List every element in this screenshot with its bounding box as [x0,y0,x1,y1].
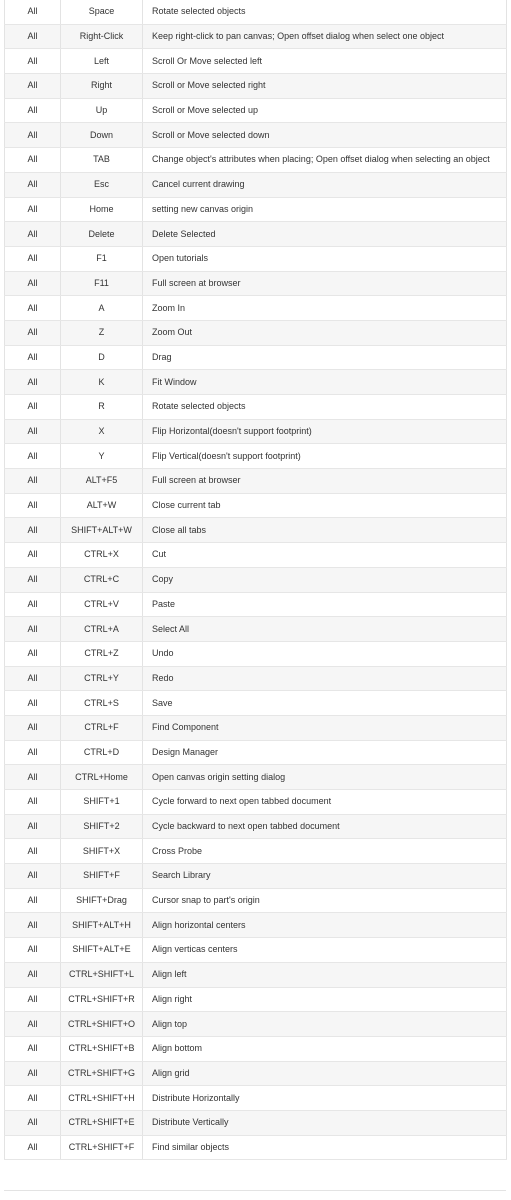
shortcut-action-cell: Save [143,691,507,716]
shortcut-key-cell: Z [61,320,143,345]
shortcut-scope-cell: All [5,49,61,74]
shortcut-scope-cell: All [5,567,61,592]
table-row [5,370,507,395]
shortcut-key-cell: Left [61,49,143,74]
shortcut-scope-cell: All [5,98,61,123]
table-row [5,790,507,815]
table-row [5,123,507,148]
shortcut-action-cell: Drag [143,345,507,370]
shortcut-scope-cell: All [5,839,61,864]
shortcut-action-cell: Align grid [143,1061,507,1086]
shortcut-action-cell: Distribute Vertically [143,1110,507,1135]
table-row [5,814,507,839]
table-row [5,24,507,49]
table-row [5,296,507,321]
shortcut-action-cell: Align horizontal centers [143,913,507,938]
table-row [5,888,507,913]
shortcut-scope-cell: All [5,790,61,815]
shortcut-action-cell: Open tutorials [143,246,507,271]
shortcut-action-cell: Delete Selected [143,222,507,247]
table-row [5,1012,507,1037]
shortcut-scope-cell: All [5,1036,61,1061]
shortcut-key-cell: Space [61,0,143,24]
shortcut-key-cell: Down [61,123,143,148]
shortcut-action-cell: Cancel current drawing [143,172,507,197]
table-row [5,197,507,222]
shortcut-scope-cell: All [5,469,61,494]
shortcut-key-cell: SHIFT+2 [61,814,143,839]
shortcut-scope-cell: All [5,913,61,938]
table-row [5,345,507,370]
shortcut-action-cell: Cursor snap to part's origin [143,888,507,913]
shortcut-key-cell: CTRL+C [61,567,143,592]
shortcut-key-cell: CTRL+S [61,691,143,716]
shortcut-action-cell: Rotate selected objects [143,0,507,24]
table-row [5,395,507,420]
shortcut-key-cell: CTRL+Home [61,765,143,790]
shortcut-action-cell: Rotate selected objects [143,395,507,420]
table-row [5,987,507,1012]
shortcut-action-cell: Zoom Out [143,320,507,345]
shortcut-table-container [4,0,506,1160]
shortcut-scope-cell: All [5,172,61,197]
shortcut-scope-cell: All [5,320,61,345]
shortcut-action-cell: Align verticas centers [143,938,507,963]
shortcut-scope-cell: All [5,148,61,173]
shortcut-action-cell: Cycle backward to next open tabbed document [143,814,507,839]
shortcut-key-cell: ALT+F5 [61,469,143,494]
shortcut-scope-cell: All [5,197,61,222]
shortcut-key-cell: ALT+W [61,493,143,518]
shortcut-key-cell: Right [61,74,143,99]
shortcut-key-cell: CTRL+Y [61,666,143,691]
shortcut-scope-cell: All [5,271,61,296]
shortcut-action-cell: Distribute Horizontally [143,1086,507,1111]
shortcut-action-cell: Scroll or Move selected down [143,123,507,148]
shortcut-scope-cell: All [5,518,61,543]
shortcut-action-cell: Search Library [143,864,507,889]
table-row [5,913,507,938]
shortcut-scope-cell: All [5,444,61,469]
shortcut-scope-cell: All [5,592,61,617]
table-row [5,493,507,518]
shortcut-scope-cell: All [5,0,61,24]
table-row [5,469,507,494]
shortcut-scope-cell: All [5,666,61,691]
shortcut-key-cell: CTRL+SHIFT+F [61,1135,143,1160]
table-row [5,740,507,765]
table-row [5,1036,507,1061]
shortcut-key-cell: CTRL+SHIFT+R [61,987,143,1012]
shortcut-key-cell: SHIFT+ALT+E [61,938,143,963]
table-row [5,691,507,716]
shortcut-action-cell: Undo [143,641,507,666]
shortcut-scope-cell: All [5,691,61,716]
shortcut-action-cell: Redo [143,666,507,691]
shortcut-action-cell: Align top [143,1012,507,1037]
shortcut-scope-cell: All [5,493,61,518]
shortcut-key-cell: F1 [61,246,143,271]
shortcut-scope-cell: All [5,1086,61,1111]
shortcut-key-cell: CTRL+SHIFT+B [61,1036,143,1061]
shortcut-scope-cell: All [5,1110,61,1135]
shortcut-key-cell: Delete [61,222,143,247]
shortcut-key-cell: SHIFT+1 [61,790,143,815]
shortcut-key-cell: CTRL+SHIFT+H [61,1086,143,1111]
shortcut-action-cell: Copy [143,567,507,592]
table-row [5,246,507,271]
shortcut-scope-cell: All [5,864,61,889]
shortcut-key-cell: CTRL+SHIFT+G [61,1061,143,1086]
shortcut-key-cell: CTRL+D [61,740,143,765]
table-row [5,765,507,790]
shortcut-scope-cell: All [5,1061,61,1086]
table-row [5,74,507,99]
table-row [5,1135,507,1160]
table-row [5,49,507,74]
shortcut-action-cell: Align bottom [143,1036,507,1061]
shortcut-scope-cell: All [5,987,61,1012]
shortcut-action-cell: Find similar objects [143,1135,507,1160]
table-row [5,567,507,592]
shortcut-action-cell: Scroll Or Move selected left [143,49,507,74]
shortcut-key-cell: Esc [61,172,143,197]
shortcut-scope-cell: All [5,222,61,247]
shortcut-action-cell: Find Component [143,715,507,740]
table-row [5,1110,507,1135]
shortcut-table [4,0,507,1160]
shortcut-action-cell: Open canvas origin setting dialog [143,765,507,790]
table-row [5,98,507,123]
shortcut-action-cell: Paste [143,592,507,617]
table-row [5,641,507,666]
table-row [5,148,507,173]
table-row [5,617,507,642]
shortcut-scope-cell: All [5,888,61,913]
shortcut-scope-cell: All [5,419,61,444]
shortcut-key-cell: Up [61,98,143,123]
shortcut-action-cell: Keep right-click to pan canvas; Open offset dialog when select one object [143,24,507,49]
shortcut-scope-cell: All [5,543,61,568]
shortcut-key-cell: D [61,345,143,370]
shortcut-action-cell: Design Manager [143,740,507,765]
shortcut-action-cell: Full screen at browser [143,271,507,296]
shortcut-action-cell: Zoom In [143,296,507,321]
shortcut-key-cell: SHIFT+ALT+W [61,518,143,543]
shortcut-scope-cell: All [5,123,61,148]
shortcut-key-cell: Home [61,197,143,222]
shortcut-scope-cell: All [5,296,61,321]
table-row [5,938,507,963]
shortcut-key-cell: SHIFT+F [61,864,143,889]
shortcut-table-body [5,0,507,1160]
shortcut-key-cell: SHIFT+ALT+H [61,913,143,938]
shortcut-key-cell: Y [61,444,143,469]
shortcut-action-cell: Scroll or Move selected right [143,74,507,99]
shortcut-action-cell: Full screen at browser [143,469,507,494]
shortcut-key-cell: CTRL+SHIFT+O [61,1012,143,1037]
table-row [5,0,507,24]
table-row [5,592,507,617]
shortcut-key-cell: CTRL+A [61,617,143,642]
shortcut-key-cell: K [61,370,143,395]
table-row [5,1086,507,1111]
table-row [5,518,507,543]
shortcut-action-cell: Change object's attributes when placing; Open offset dialog when selecting an object [143,148,507,173]
shortcut-key-cell: Right-Click [61,24,143,49]
table-row [5,172,507,197]
shortcut-action-cell: setting new canvas origin [143,197,507,222]
shortcut-action-cell: Flip Horizontal(doesn't support footprint) [143,419,507,444]
table-row [5,419,507,444]
shortcut-action-cell: Cut [143,543,507,568]
table-row [5,543,507,568]
shortcut-action-cell: Close all tabs [143,518,507,543]
shortcut-scope-cell: All [5,370,61,395]
shortcut-key-cell: A [61,296,143,321]
table-row [5,715,507,740]
shortcut-scope-cell: All [5,617,61,642]
shortcut-key-cell: SHIFT+X [61,839,143,864]
shortcut-action-cell: Select All [143,617,507,642]
shortcut-action-cell: Align right [143,987,507,1012]
table-row [5,444,507,469]
shortcut-action-cell: Flip Vertical(doesn't support footprint) [143,444,507,469]
shortcut-scope-cell: All [5,715,61,740]
shortcut-scope-cell: All [5,938,61,963]
table-row [5,271,507,296]
shortcut-key-cell: CTRL+X [61,543,143,568]
shortcut-key-cell: CTRL+F [61,715,143,740]
shortcut-action-cell: Close current tab [143,493,507,518]
shortcut-scope-cell: All [5,395,61,420]
shortcut-scope-cell: All [5,24,61,49]
shortcut-key-cell: SHIFT+Drag [61,888,143,913]
table-row [5,666,507,691]
table-row [5,320,507,345]
shortcut-action-cell: Scroll or Move selected up [143,98,507,123]
shortcut-key-cell: CTRL+V [61,592,143,617]
shortcut-key-cell: TAB [61,148,143,173]
shortcut-scope-cell: All [5,641,61,666]
shortcut-scope-cell: All [5,814,61,839]
shortcut-action-cell: Align left [143,962,507,987]
shortcut-action-cell: Fit Window [143,370,507,395]
shortcut-action-cell: Cycle forward to next open tabbed document [143,790,507,815]
table-row [5,864,507,889]
shortcut-scope-cell: All [5,740,61,765]
shortcut-key-cell: CTRL+SHIFT+E [61,1110,143,1135]
bottom-divider [4,1190,506,1191]
shortcut-scope-cell: All [5,962,61,987]
table-row [5,962,507,987]
table-row [5,222,507,247]
shortcut-key-cell: X [61,419,143,444]
shortcut-key-cell: R [61,395,143,420]
shortcut-scope-cell: All [5,246,61,271]
shortcut-scope-cell: All [5,74,61,99]
shortcut-action-cell: Cross Probe [143,839,507,864]
shortcut-key-cell: CTRL+SHIFT+L [61,962,143,987]
table-row [5,839,507,864]
shortcut-key-cell: F11 [61,271,143,296]
shortcut-scope-cell: All [5,1135,61,1160]
shortcut-scope-cell: All [5,1012,61,1037]
table-row [5,1061,507,1086]
shortcut-scope-cell: All [5,345,61,370]
shortcut-scope-cell: All [5,765,61,790]
shortcut-key-cell: CTRL+Z [61,641,143,666]
